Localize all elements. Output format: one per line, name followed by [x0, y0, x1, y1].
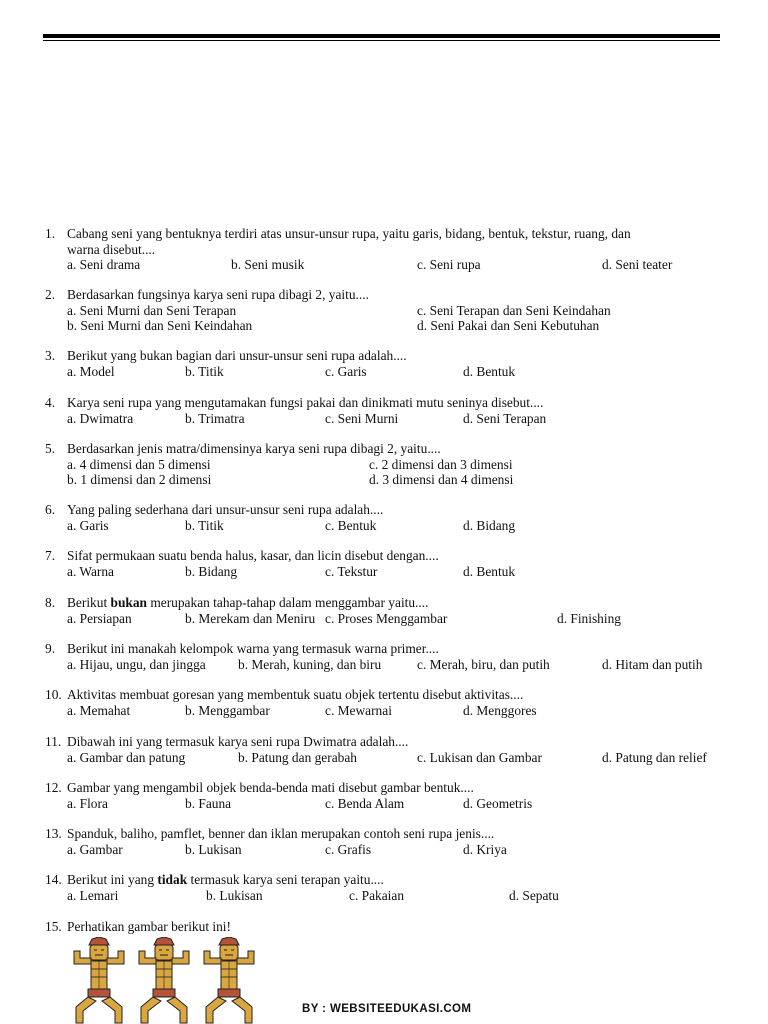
- answer-option: b. Trimatra: [185, 410, 245, 426]
- question-text: Berikut ini manakah kelompok warna yang termasuk warna primer....: [67, 641, 439, 656]
- question-14: [45, 872, 745, 903]
- question-text: Berdasarkan jenis matra/dimensinya karya seni rupa dibagi 2, yaitu....: [67, 441, 441, 456]
- answer-option: c. Pakaian: [349, 887, 405, 903]
- dancing-figures-illustration: [66, 937, 262, 1024]
- carved-figure: [74, 937, 124, 1023]
- answer-option: a. Memahat: [67, 702, 131, 718]
- answer-option: b. Merah, kuning, dan biru: [238, 656, 382, 672]
- question-number: 5.: [45, 441, 56, 456]
- question-6: [45, 502, 745, 533]
- answer-option: a. Warna: [67, 563, 115, 579]
- question-2: [45, 287, 745, 334]
- question-text-post: termasuk karya seni terapan yaitu....: [187, 872, 384, 887]
- answer-option: c. Benda Alam: [325, 795, 405, 811]
- answer-option: d. Sepatu: [509, 887, 559, 903]
- answer-option: d. Patung dan relief: [602, 749, 707, 765]
- question-text: Perhatikan gambar berikut ini!: [67, 919, 231, 934]
- question-number: 9.: [45, 641, 56, 656]
- answer-option: b. Seni Murni dan Seni Keindahan: [67, 318, 253, 333]
- question-text: Spanduk, baliho, pamflet, benner dan iklan merupakan contoh seni rupa jenis....: [67, 826, 495, 841]
- question-text: Berikut yang bukan bagian dari unsur-unsur seni rupa adalah....: [67, 348, 407, 363]
- question-1: [45, 226, 745, 273]
- answer-option: c. Tekstur: [325, 563, 378, 579]
- answer-option: a. 4 dimensi dan 5 dimensi: [67, 456, 211, 472]
- question-number: 4.: [45, 395, 56, 410]
- question-4: [45, 395, 745, 426]
- question-number: 8.: [45, 595, 56, 610]
- answer-option: b. Titik: [185, 517, 224, 533]
- question-number: 7.: [45, 548, 56, 563]
- answer-option: a. Persiapan: [67, 610, 132, 626]
- question-8: [45, 595, 745, 626]
- answer-option: d. Bidang: [463, 517, 516, 533]
- question-13: [45, 826, 745, 857]
- answer-option: b. Titik: [185, 363, 224, 379]
- question-text-emphasis: bukan: [110, 595, 147, 610]
- answer-option: b. Lukisan: [206, 887, 263, 903]
- answer-option: c. Mewarnai: [325, 702, 392, 718]
- answer-option: c. Seni Terapan dan Seni Keindahan: [417, 302, 611, 318]
- answer-option: d. Bentuk: [463, 363, 516, 379]
- answer-option: b. Menggambar: [185, 702, 270, 718]
- question-15: [45, 919, 745, 935]
- question-text: Sifat permukaan suatu benda halus, kasar, dan licin disebut dengan....: [67, 548, 439, 563]
- question-text-post: merupakan tahap-tahap dalam menggambar yaitu....: [147, 595, 429, 610]
- question-number: 13.: [45, 826, 62, 841]
- footer-credit: BY : WEBSITEEDUKASI.COM: [302, 1003, 472, 1015]
- answer-option: a. Seni Murni dan Seni Terapan: [67, 302, 237, 318]
- question-text: [67, 872, 384, 888]
- answer-option: d. 3 dimensi dan 4 dimensi: [369, 472, 514, 487]
- answer-option: c. Merah, biru, dan putih: [417, 656, 550, 672]
- question-text: Berdasarkan fungsinya karya seni rupa dibagi 2, yaitu....: [67, 287, 369, 302]
- answer-option: c. Lukisan dan Gambar: [417, 749, 542, 765]
- answer-option: b. Fauna: [185, 795, 232, 811]
- answer-option: c. Bentuk: [325, 517, 377, 533]
- question-number: 15.: [45, 919, 62, 934]
- header-rule-thick: [43, 34, 720, 38]
- answer-option: b. Merekam dan Meniru: [185, 610, 316, 626]
- question-number: 2.: [45, 287, 56, 302]
- answer-option: a. Gambar: [67, 841, 123, 857]
- answer-option: b. Patung dan gerabah: [238, 749, 357, 765]
- carved-figure-3: [204, 937, 254, 1023]
- answer-option: b. Seni musik: [231, 257, 305, 272]
- answer-option: a. Hijau, ungu, dan jingga: [67, 656, 206, 672]
- answer-option: d. Geometris: [463, 795, 533, 811]
- question-text-pre: Berikut ini yang: [67, 872, 158, 887]
- question-text: Gambar yang mengambil objek benda-benda mati disebut gambar bentuk....: [67, 780, 474, 795]
- answer-option: c. Seni rupa: [417, 257, 481, 272]
- carved-figure-2: [139, 937, 189, 1023]
- question-text: Karya seni rupa yang mengutamakan fungsi pakai dan dinikmati mutu seninya disebut....: [67, 395, 544, 410]
- question-5: [45, 441, 745, 488]
- answer-option: d. Seni Terapan: [463, 410, 547, 426]
- answer-option: a. Garis: [67, 517, 109, 533]
- answer-option: b. Bidang: [185, 563, 238, 579]
- question-text: Cabang seni yang bentuknya terdiri atas unsur-unsur rupa, yaitu garis, bidang, bentuk, tekstur, ruang, dan: [67, 226, 631, 241]
- answer-option: c. Proses Menggambar: [325, 610, 448, 626]
- question-number: 1.: [45, 226, 56, 241]
- answer-option: a. Lemari: [67, 887, 119, 903]
- header-rule-thin: [43, 40, 720, 41]
- question-12: [45, 780, 745, 811]
- question-11: [45, 734, 745, 765]
- answer-option: a. Seni drama: [67, 257, 141, 272]
- question-number: 3.: [45, 348, 56, 363]
- question-number: 6.: [45, 502, 56, 517]
- answer-option: d. Bentuk: [463, 563, 516, 579]
- answer-option: d. Kriya: [463, 841, 507, 857]
- answer-option: d. Seni teater: [602, 257, 673, 272]
- question-text: Aktivitas membuat goresan yang membentuk suatu objek tertentu disebut aktivitas....: [67, 687, 524, 702]
- question-10: [45, 687, 745, 718]
- answer-option: c. Grafis: [325, 841, 372, 857]
- question-text: Dibawah ini yang termasuk karya seni rupa Dwimatra adalah....: [67, 734, 409, 749]
- question-text-continued: warna disebut....: [67, 241, 156, 257]
- question-text: [67, 595, 428, 611]
- question-number: 10.: [45, 687, 62, 702]
- answer-option: c. Garis: [325, 363, 367, 379]
- answer-option: d. Hitam dan putih: [602, 656, 703, 672]
- answer-option: a. Flora: [67, 795, 108, 811]
- question-9: [45, 641, 745, 672]
- answer-option: c. 2 dimensi dan 3 dimensi: [369, 456, 513, 472]
- answer-option: d. Seni Pakai dan Seni Kebutuhan: [417, 318, 600, 333]
- question-text-emphasis: tidak: [157, 872, 188, 887]
- question-7: [45, 548, 745, 579]
- question-number: 12.: [45, 780, 62, 795]
- answer-option: d. Menggores: [463, 702, 537, 718]
- answer-option: a. Model: [67, 363, 115, 379]
- question-number: 14.: [45, 872, 62, 887]
- answer-option: d. Finishing: [557, 610, 621, 626]
- question-number: 11.: [45, 734, 62, 749]
- question-text-pre: Berikut: [67, 595, 111, 610]
- answer-option: c. Seni Murni: [325, 410, 399, 426]
- answer-option: a. Dwimatra: [67, 410, 134, 426]
- question-text: Yang paling sederhana dari unsur-unsur seni rupa adalah....: [67, 502, 384, 517]
- answer-option: b. 1 dimensi dan 2 dimensi: [67, 472, 212, 487]
- answer-option: a. Gambar dan patung: [67, 749, 186, 765]
- answer-option: b. Lukisan: [185, 841, 242, 857]
- question-3: [45, 348, 745, 379]
